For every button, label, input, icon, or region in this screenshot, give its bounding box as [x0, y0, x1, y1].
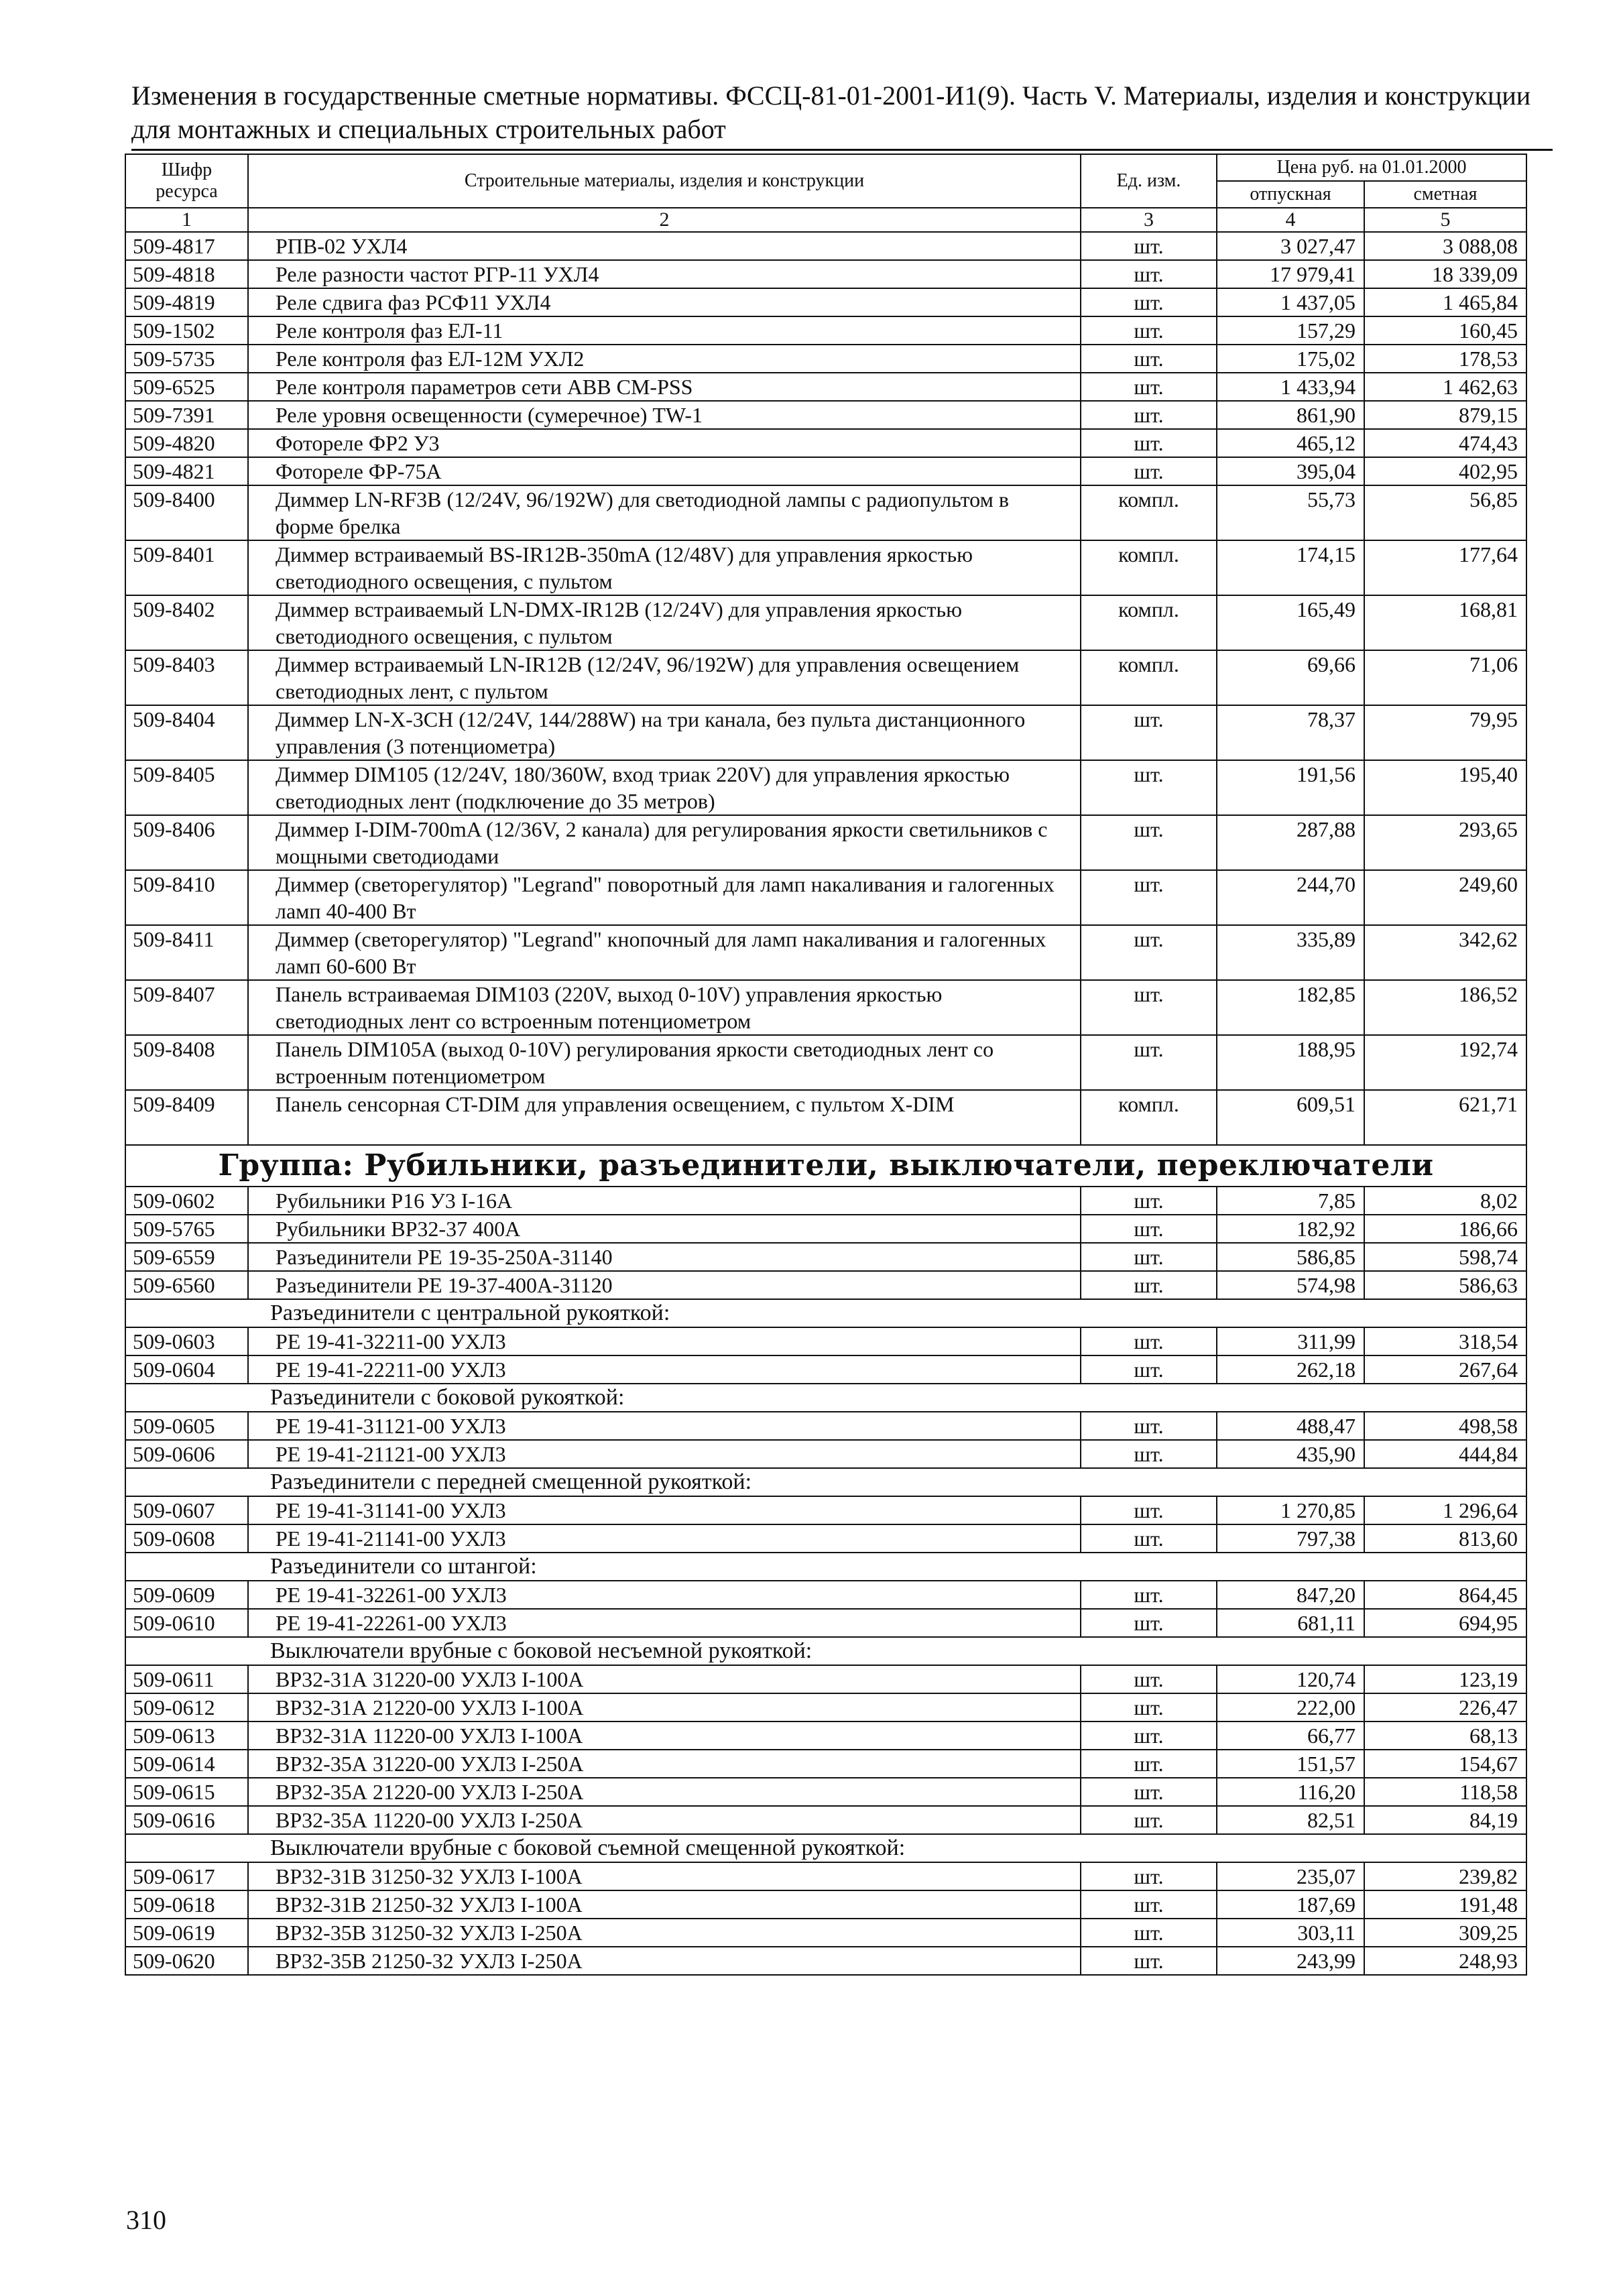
release-price: 586,85 — [1217, 1243, 1364, 1271]
table-row — [125, 1215, 1526, 1243]
release-price: 465,12 — [1217, 429, 1364, 457]
material-name: РЕ 19-41-21121-00 УХЛ3 — [248, 1440, 1081, 1468]
table-row — [125, 288, 1526, 316]
estimate-price: 118,58 — [1364, 1778, 1526, 1806]
material-name: РЕ 19-41-22261-00 УХЛ3 — [248, 1609, 1081, 1637]
subgroup-heading-row — [125, 1637, 1526, 1665]
estimate-price: 168,81 — [1364, 595, 1526, 650]
resource-code: 509-0604 — [125, 1355, 248, 1384]
estimate-price: 123,19 — [1364, 1665, 1526, 1693]
material-name: ВР32-31А 11220-00 УХЛ3 I-100А — [248, 1721, 1081, 1750]
table-row — [125, 925, 1526, 980]
release-price: 335,89 — [1217, 925, 1364, 980]
table-row — [125, 232, 1526, 260]
table-row — [125, 1440, 1526, 1468]
resource-code: 509-8402 — [125, 595, 248, 650]
material-name: Фотореле ФР2 У3 — [248, 429, 1081, 457]
material-name: Разъединители РЕ 19-37-400А-31120 — [248, 1271, 1081, 1299]
estimate-price: 18 339,09 — [1364, 260, 1526, 288]
release-price: 55,73 — [1217, 485, 1364, 540]
material-name: Панель сенсорная CT-DIM для управления освещением, с пультом X-DIM — [248, 1090, 1081, 1145]
release-price: 847,20 — [1217, 1581, 1364, 1609]
resource-code: 509-0619 — [125, 1919, 248, 1947]
document-title: Изменения в государственные сметные нормативы. ФССЦ-81-01-2001-И1(9). Часть V. Материалы, изделия и конструкции для монтажных и специальных строительных работ — [131, 80, 1531, 144]
estimate-price: 195,40 — [1364, 760, 1526, 815]
unit-of-measure: шт. — [1081, 1947, 1217, 1975]
release-price: 244,70 — [1217, 870, 1364, 925]
unit-of-measure: шт. — [1081, 316, 1217, 345]
estimate-price: 186,66 — [1364, 1215, 1526, 1243]
header-unit: Ед. изм. — [1081, 154, 1217, 208]
table-row — [125, 1187, 1526, 1215]
table-row — [125, 1665, 1526, 1693]
release-price: 243,99 — [1217, 1947, 1364, 1975]
estimate-price: 293,65 — [1364, 815, 1526, 870]
release-price: 1 433,94 — [1217, 373, 1364, 401]
resource-code: 509-0611 — [125, 1665, 248, 1693]
material-name: РПВ-02 УХЛ4 — [248, 232, 1081, 260]
unit-of-measure: шт. — [1081, 1581, 1217, 1609]
unit-of-measure: шт. — [1081, 1890, 1217, 1919]
release-price: 175,02 — [1217, 345, 1364, 373]
unit-of-measure: шт. — [1081, 1215, 1217, 1243]
resource-code: 509-7391 — [125, 401, 248, 429]
release-price: 17 979,41 — [1217, 260, 1364, 288]
material-name: ВР32-35А 31220-00 УХЛ3 I-250А — [248, 1750, 1081, 1778]
unit-of-measure: шт. — [1081, 1750, 1217, 1778]
resource-code: 509-0620 — [125, 1947, 248, 1975]
resource-code: 509-0608 — [125, 1524, 248, 1553]
subgroup-heading: Разъединители со штангой: — [125, 1553, 1526, 1581]
resource-code: 509-4820 — [125, 429, 248, 457]
table-row — [125, 760, 1526, 815]
subgroup-heading: Разъединители с передней смещенной рукояткой: — [125, 1468, 1526, 1496]
table-row — [125, 260, 1526, 288]
material-name: Фотореле ФР-75А — [248, 457, 1081, 485]
resource-code: 509-0616 — [125, 1806, 248, 1834]
estimate-price: 239,82 — [1364, 1862, 1526, 1890]
release-price: 222,00 — [1217, 1693, 1364, 1721]
estimate-price: 1 462,63 — [1364, 373, 1526, 401]
unit-of-measure: шт. — [1081, 1862, 1217, 1890]
page-number: 310 — [126, 2205, 166, 2235]
estimate-price: 498,58 — [1364, 1412, 1526, 1440]
table-row — [125, 457, 1526, 485]
resource-code: 509-8409 — [125, 1090, 248, 1145]
estimate-price: 68,13 — [1364, 1721, 1526, 1750]
release-price: 797,38 — [1217, 1524, 1364, 1553]
subgroup-heading-row — [125, 1553, 1526, 1581]
unit-of-measure: шт. — [1081, 232, 1217, 260]
header-name: Строительные материалы, изделия и конструкции — [248, 154, 1081, 208]
table-row — [125, 1524, 1526, 1553]
table-row — [125, 1327, 1526, 1355]
release-price: 574,98 — [1217, 1271, 1364, 1299]
table-row — [125, 1355, 1526, 1384]
material-name: ВР32-35А 11220-00 УХЛ3 I-250А — [248, 1806, 1081, 1834]
release-price: 191,56 — [1217, 760, 1364, 815]
unit-of-measure: шт. — [1081, 288, 1217, 316]
resource-code: 509-8407 — [125, 980, 248, 1035]
estimate-price: 3 088,08 — [1364, 232, 1526, 260]
column-number: 4 — [1217, 208, 1364, 232]
table-row — [125, 1947, 1526, 1975]
subgroup-heading: Разъединители с боковой рукояткой: — [125, 1384, 1526, 1412]
unit-of-measure: шт. — [1081, 429, 1217, 457]
estimate-price: 154,67 — [1364, 1750, 1526, 1778]
estimate-price: 474,43 — [1364, 429, 1526, 457]
estimate-price: 309,25 — [1364, 1919, 1526, 1947]
material-name: РЕ 19-41-31121-00 УХЛ3 — [248, 1412, 1081, 1440]
material-name: Разъединители РЕ 19-35-250А-31140 — [248, 1243, 1081, 1271]
header-price: Цена руб. на 01.01.2000 — [1217, 154, 1526, 181]
unit-of-measure: компл. — [1081, 485, 1217, 540]
estimate-price: 879,15 — [1364, 401, 1526, 429]
estimate-price: 444,84 — [1364, 1440, 1526, 1468]
material-name: Диммер LN-RF3B (12/24V, 96/192W) для светодиодной лампы с радиопультом в форме брелка — [248, 485, 1081, 540]
table-row — [125, 980, 1526, 1035]
subgroup-heading: Выключатели врубные с боковой несъемной рукояткой: — [125, 1637, 1526, 1665]
unit-of-measure: шт. — [1081, 1440, 1217, 1468]
resource-code: 509-0613 — [125, 1721, 248, 1750]
unit-of-measure: шт. — [1081, 1035, 1217, 1090]
unit-of-measure: шт. — [1081, 1496, 1217, 1524]
material-name: Панель DIM105A (выход 0-10V) регулирования яркости светодиодных лент со встроенным потенциометром — [248, 1035, 1081, 1090]
resource-code: 509-0617 — [125, 1862, 248, 1890]
resource-code: 509-8411 — [125, 925, 248, 980]
unit-of-measure: шт. — [1081, 1609, 1217, 1637]
estimate-price: 402,95 — [1364, 457, 1526, 485]
header-release-price: отпускная — [1217, 181, 1364, 208]
unit-of-measure: шт. — [1081, 1919, 1217, 1947]
group-heading-row — [125, 1145, 1526, 1187]
table-row — [125, 815, 1526, 870]
resource-code: 509-0615 — [125, 1778, 248, 1806]
material-name: ВР32-31В 31250-32 УХЛ3 I-100А — [248, 1862, 1081, 1890]
estimate-price: 177,64 — [1364, 540, 1526, 595]
table-row — [125, 1778, 1526, 1806]
table-row — [125, 1090, 1526, 1145]
estimate-price: 56,85 — [1364, 485, 1526, 540]
price-table — [125, 154, 1527, 1976]
estimate-price: 160,45 — [1364, 316, 1526, 345]
material-name: РЕ 19-41-21141-00 УХЛ3 — [248, 1524, 1081, 1553]
unit-of-measure: шт. — [1081, 1271, 1217, 1299]
resource-code: 509-5765 — [125, 1215, 248, 1243]
table-row — [125, 1862, 1526, 1890]
material-name: Диммер LN-X-3CH (12/24V, 144/288W) на три канала, без пульта дистанционного управления (3 потенциометра) — [248, 705, 1081, 760]
release-price: 66,77 — [1217, 1721, 1364, 1750]
resource-code: 509-0618 — [125, 1890, 248, 1919]
estimate-price: 694,95 — [1364, 1609, 1526, 1637]
resource-code: 509-0610 — [125, 1609, 248, 1637]
resource-code: 509-0609 — [125, 1581, 248, 1609]
group-heading: Группа: Рубильники, разъединители, выключатели, переключатели — [125, 1145, 1526, 1187]
table-row — [125, 1243, 1526, 1271]
resource-code: 509-0603 — [125, 1327, 248, 1355]
unit-of-measure: шт. — [1081, 1665, 1217, 1693]
estimate-price: 318,54 — [1364, 1327, 1526, 1355]
estimate-price: 342,62 — [1364, 925, 1526, 980]
estimate-price: 586,63 — [1364, 1271, 1526, 1299]
resource-code: 509-4818 — [125, 260, 248, 288]
resource-code: 509-6559 — [125, 1243, 248, 1271]
unit-of-measure: шт. — [1081, 1412, 1217, 1440]
unit-of-measure: шт. — [1081, 457, 1217, 485]
release-price: 287,88 — [1217, 815, 1364, 870]
material-name: РЕ 19-41-32211-00 УХЛ3 — [248, 1327, 1081, 1355]
estimate-price: 226,47 — [1364, 1693, 1526, 1721]
column-number: 2 — [248, 208, 1081, 232]
release-price: 488,47 — [1217, 1412, 1364, 1440]
table-row — [125, 870, 1526, 925]
resource-code: 509-0607 — [125, 1496, 248, 1524]
unit-of-measure: шт. — [1081, 1806, 1217, 1834]
material-name: Диммер встраиваемый BS-IR12B-350mA (12/48V) для управления яркостью светодиодного освещения, с пультом — [248, 540, 1081, 595]
table-row — [125, 485, 1526, 540]
material-name: ВР32-35В 31250-32 УХЛ3 I-250А — [248, 1919, 1081, 1947]
subgroup-heading-row — [125, 1834, 1526, 1862]
material-name: Реле уровня освещенности (сумеречное) TW-1 — [248, 401, 1081, 429]
release-price: 182,92 — [1217, 1215, 1364, 1243]
estimate-price: 864,45 — [1364, 1581, 1526, 1609]
resource-code: 509-1502 — [125, 316, 248, 345]
table-row — [125, 595, 1526, 650]
resource-code: 509-8404 — [125, 705, 248, 760]
table-row — [125, 1806, 1526, 1834]
table-row — [125, 1919, 1526, 1947]
material-name: Реле контроля фаз ЕЛ-11 — [248, 316, 1081, 345]
table-row — [125, 429, 1526, 457]
resource-code: 509-6560 — [125, 1271, 248, 1299]
unit-of-measure: шт. — [1081, 760, 1217, 815]
release-price: 1 437,05 — [1217, 288, 1364, 316]
column-number: 5 — [1364, 208, 1526, 232]
material-name: Диммер I-DIM-700mA (12/36V, 2 канала) для регулирования яркости светильников с мощными светодиодами — [248, 815, 1081, 870]
resource-code: 509-8405 — [125, 760, 248, 815]
material-name: Рубильники Р16 У3 I-16А — [248, 1187, 1081, 1215]
unit-of-measure: шт. — [1081, 260, 1217, 288]
resource-code: 509-0606 — [125, 1440, 248, 1468]
release-price: 182,85 — [1217, 980, 1364, 1035]
subgroup-heading: Разъединители с центральной рукояткой: — [125, 1299, 1526, 1327]
estimate-price: 248,93 — [1364, 1947, 1526, 1975]
table-row — [125, 1750, 1526, 1778]
estimate-price: 598,74 — [1364, 1243, 1526, 1271]
estimate-price: 8,02 — [1364, 1187, 1526, 1215]
table-row — [125, 373, 1526, 401]
material-name: ВР32-31А 21220-00 УХЛ3 I-100А — [248, 1693, 1081, 1721]
table-row — [125, 1581, 1526, 1609]
resource-code: 509-8401 — [125, 540, 248, 595]
subgroup-heading-row — [125, 1299, 1526, 1327]
table-row — [125, 1496, 1526, 1524]
unit-of-measure: шт. — [1081, 1243, 1217, 1271]
material-name: ВР32-35В 21250-32 УХЛ3 I-250А — [248, 1947, 1081, 1975]
release-price: 435,90 — [1217, 1440, 1364, 1468]
resource-code: 509-5735 — [125, 345, 248, 373]
material-name: ВР32-35А 21220-00 УХЛ3 I-250А — [248, 1778, 1081, 1806]
table-row — [125, 1721, 1526, 1750]
table-row — [125, 1035, 1526, 1090]
resource-code: 509-0614 — [125, 1750, 248, 1778]
release-price: 303,11 — [1217, 1919, 1364, 1947]
estimate-price: 813,60 — [1364, 1524, 1526, 1553]
resource-code: 509-4817 — [125, 232, 248, 260]
table-row — [125, 316, 1526, 345]
material-name: Диммер (светорегулятор) "Legrand" кнопочный для ламп накаливания и галогенных ламп 60-600 Вт — [248, 925, 1081, 980]
resource-code: 509-6525 — [125, 373, 248, 401]
unit-of-measure: шт. — [1081, 1187, 1217, 1215]
material-name: Реле разности частот РГР-11 УХЛ4 — [248, 260, 1081, 288]
unit-of-measure: шт. — [1081, 1327, 1217, 1355]
estimate-price: 192,74 — [1364, 1035, 1526, 1090]
unit-of-measure: шт. — [1081, 1778, 1217, 1806]
material-name: Реле сдвига фаз РСФ11 УХЛ4 — [248, 288, 1081, 316]
table-row — [125, 401, 1526, 429]
material-name: РЕ 19-41-31141-00 УХЛ3 — [248, 1496, 1081, 1524]
release-price: 151,57 — [1217, 1750, 1364, 1778]
release-price: 235,07 — [1217, 1862, 1364, 1890]
unit-of-measure: шт. — [1081, 1693, 1217, 1721]
resource-code: 509-0612 — [125, 1693, 248, 1721]
unit-of-measure: шт. — [1081, 705, 1217, 760]
unit-of-measure: шт. — [1081, 925, 1217, 980]
material-name: Реле контроля фаз ЕЛ-12М УХЛ2 — [248, 345, 1081, 373]
unit-of-measure: шт. — [1081, 1524, 1217, 1553]
resource-code: 509-8410 — [125, 870, 248, 925]
release-price: 116,20 — [1217, 1778, 1364, 1806]
resource-code: 509-0605 — [125, 1412, 248, 1440]
unit-of-measure: шт. — [1081, 980, 1217, 1035]
table-row — [125, 1609, 1526, 1637]
estimate-price: 1 296,64 — [1364, 1496, 1526, 1524]
material-name: РЕ 19-41-32261-00 УХЛ3 — [248, 1581, 1081, 1609]
release-price: 174,15 — [1217, 540, 1364, 595]
subgroup-heading-row — [125, 1384, 1526, 1412]
estimate-price: 79,95 — [1364, 705, 1526, 760]
estimate-price: 178,53 — [1364, 345, 1526, 373]
release-price: 861,90 — [1217, 401, 1364, 429]
unit-of-measure: компл. — [1081, 1090, 1217, 1145]
unit-of-measure: шт. — [1081, 401, 1217, 429]
table-body — [125, 232, 1526, 1975]
estimate-price: 191,48 — [1364, 1890, 1526, 1919]
unit-of-measure: шт. — [1081, 1355, 1217, 1384]
unit-of-measure: шт. — [1081, 870, 1217, 925]
release-price: 165,49 — [1217, 595, 1364, 650]
table-row — [125, 1890, 1526, 1919]
material-name: Рубильники ВР32-37 400А — [248, 1215, 1081, 1243]
unit-of-measure: компл. — [1081, 540, 1217, 595]
estimate-price: 84,19 — [1364, 1806, 1526, 1834]
subgroup-heading: Выключатели врубные с боковой съемной смещенной рукояткой: — [125, 1834, 1526, 1862]
table-row — [125, 345, 1526, 373]
unit-of-measure: компл. — [1081, 650, 1217, 705]
estimate-price: 621,71 — [1364, 1090, 1526, 1145]
table-row — [125, 1271, 1526, 1299]
material-name: ВР32-31В 21250-32 УХЛ3 I-100А — [248, 1890, 1081, 1919]
release-price: 69,66 — [1217, 650, 1364, 705]
estimate-price: 186,52 — [1364, 980, 1526, 1035]
material-name: Реле контроля параметров сети ABB CM-PSS — [248, 373, 1081, 401]
material-name: Панель встраиваемая DIM103 (220V, выход 0-10V) управления яркостью светодиодных лент со встроенным потенциометром — [248, 980, 1081, 1035]
material-name: Диммер встраиваемый LN-DMX-IR12B (12/24V) для управления яркостью светодиодного освещения, с пультом — [248, 595, 1081, 650]
table-row — [125, 1693, 1526, 1721]
release-price: 187,69 — [1217, 1890, 1364, 1919]
release-price: 1 270,85 — [1217, 1496, 1364, 1524]
release-price: 395,04 — [1217, 457, 1364, 485]
estimate-price: 1 465,84 — [1364, 288, 1526, 316]
release-price: 78,37 — [1217, 705, 1364, 760]
resource-code: 509-0602 — [125, 1187, 248, 1215]
resource-code: 509-8400 — [125, 485, 248, 540]
resource-code: 509-8406 — [125, 815, 248, 870]
material-name: ВР32-31А 31220-00 УХЛ3 I-100А — [248, 1665, 1081, 1693]
release-price: 120,74 — [1217, 1665, 1364, 1693]
estimate-price: 249,60 — [1364, 870, 1526, 925]
release-price: 681,11 — [1217, 1609, 1364, 1637]
material-name: РЕ 19-41-22211-00 УХЛ3 — [248, 1355, 1081, 1384]
header-estimate-price: сметная — [1364, 181, 1526, 208]
table-row — [125, 1412, 1526, 1440]
table-row — [125, 705, 1526, 760]
column-number: 3 — [1081, 208, 1217, 232]
unit-of-measure: шт. — [1081, 815, 1217, 870]
release-price: 7,85 — [1217, 1187, 1364, 1215]
unit-of-measure: компл. — [1081, 595, 1217, 650]
resource-code: 509-4819 — [125, 288, 248, 316]
resource-code: 509-4821 — [125, 457, 248, 485]
title-rule — [131, 149, 1553, 151]
table-row — [125, 540, 1526, 595]
material-name: Диммер DIM105 (12/24V, 180/360W, вход триак 220V) для управления яркостью светодиодных лент (подключение до 35 метров) — [248, 760, 1081, 815]
release-price: 262,18 — [1217, 1355, 1364, 1384]
release-price: 82,51 — [1217, 1806, 1364, 1834]
estimate-price: 71,06 — [1364, 650, 1526, 705]
material-name: Диммер встраиваемый LN-IR12B (12/24V, 96/192W) для управления освещением светодиодных лент, с пультом — [248, 650, 1081, 705]
material-name: Диммер (светорегулятор) "Legrand" поворотный для ламп накаливания и галогенных ламп 40-400 Вт — [248, 870, 1081, 925]
header-code: Шифр ресурса — [125, 154, 248, 208]
resource-code: 509-8403 — [125, 650, 248, 705]
resource-code: 509-8408 — [125, 1035, 248, 1090]
estimate-price: 267,64 — [1364, 1355, 1526, 1384]
unit-of-measure: шт. — [1081, 373, 1217, 401]
release-price: 609,51 — [1217, 1090, 1364, 1145]
release-price: 3 027,47 — [1217, 232, 1364, 260]
release-price: 311,99 — [1217, 1327, 1364, 1355]
unit-of-measure: шт. — [1081, 345, 1217, 373]
table-row — [125, 650, 1526, 705]
subgroup-heading-row — [125, 1468, 1526, 1496]
column-number: 1 — [125, 208, 248, 232]
release-price: 188,95 — [1217, 1035, 1364, 1090]
unit-of-measure: шт. — [1081, 1721, 1217, 1750]
release-price: 157,29 — [1217, 316, 1364, 345]
